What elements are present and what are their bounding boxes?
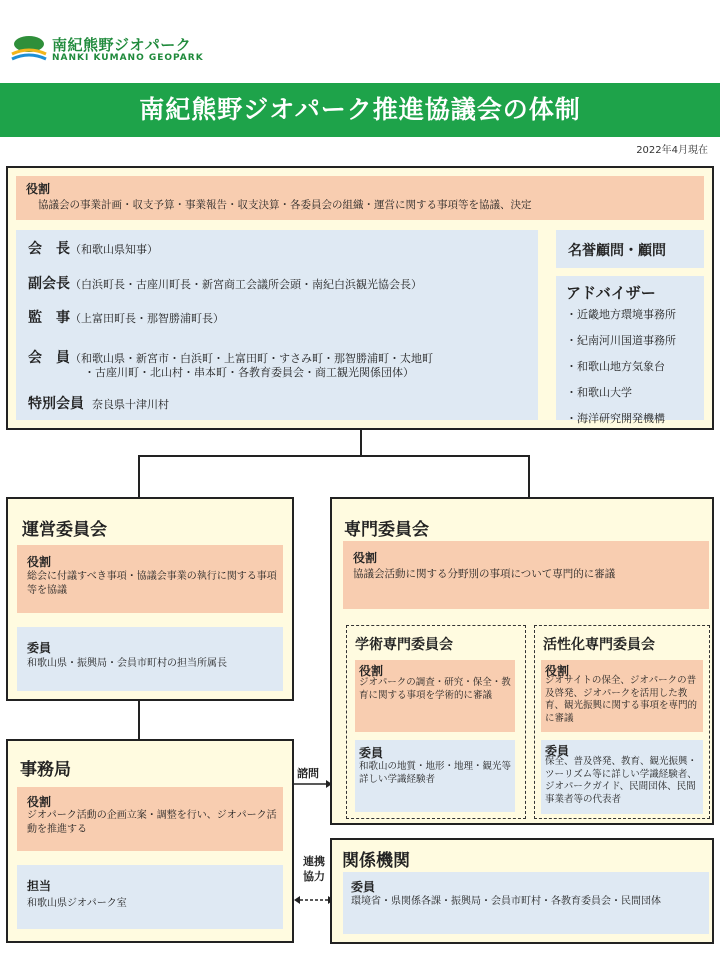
geopark-logo-icon <box>10 34 48 64</box>
council-role-text: 協議会の事業計画・収支予算・事業報告・収支決算・各委員会の組織・運営に関する事項等を協議、決定 <box>38 199 532 211</box>
related-member-box <box>343 872 709 934</box>
operations-member-label: 委員 <box>27 641 52 655</box>
expert-role-label: 役割 <box>353 551 378 565</box>
coop-arrow-icon <box>294 894 334 906</box>
consult-label: 諮問 <box>297 767 319 780</box>
activation-member-box <box>541 740 703 814</box>
secretariat-role-text: ジオパーク活動の企画立案・調整を行い、ジオパーク活動を推進する <box>27 810 277 835</box>
academic-role-text: ジオパークの調査・研究・保全・教育に関する事項を学術的に審議 <box>359 677 511 701</box>
connector-line <box>138 455 140 498</box>
connector-line <box>138 455 530 457</box>
academic-member-box <box>355 740 515 812</box>
council-members-box <box>16 230 538 420</box>
operations-role-label: 役割 <box>27 555 52 569</box>
academic-title: 学術専門委員会 <box>355 637 453 653</box>
activation-role-label: 役割 <box>545 664 570 678</box>
member-row-vice-chair: 副会長（白浜町長・古座川町長・新宮商工会議所会頭・南紀白浜観光協会長） <box>28 276 422 292</box>
expert-role-box <box>343 541 709 609</box>
logo-text-en: NANKI KUMANO GEOPARK <box>52 53 204 63</box>
related-orgs-box <box>330 838 714 944</box>
secretariat-staff-label: 担当 <box>27 879 52 893</box>
connector-line <box>138 700 140 740</box>
operations-role-text: 総会に付議すべき事項・協議会事業の執行に関する事項等を協議 <box>27 571 277 596</box>
activation-member-text: 保全、普及啓発、教育、観光振興・ツーリズム等に詳しい学識経験者、ジオパークガイド、民間団体、民間事業者等の代表者 <box>545 756 698 805</box>
consult-arrow-icon <box>294 778 334 790</box>
activation-title: 活性化専門委員会 <box>543 637 655 653</box>
operations-member-text: 和歌山県・振興局・会員市町村の担当所属長 <box>27 658 227 669</box>
member-row-auditor: 監 事（上富田町長・那智勝浦町長） <box>28 310 224 326</box>
honorary-label: 名誉顧問・顧問 <box>568 243 666 259</box>
advisors-title: アドバイザー <box>566 284 656 302</box>
academic-role-label: 役割 <box>359 664 384 678</box>
secretariat-staff-text: 和歌山県ジオパーク室 <box>27 898 127 909</box>
secretariat-title: 事務局 <box>20 760 71 780</box>
council-role-box <box>16 176 704 220</box>
operations-title: 運営委員会 <box>22 520 107 540</box>
operations-member-box <box>17 627 283 691</box>
page-title: 南紀熊野ジオパーク推進協議会の体制 <box>0 83 720 137</box>
advisors-list <box>566 302 676 432</box>
advisor-item: ・和歌山大学 <box>566 386 632 399</box>
member-row-special: 特別会員 奈良県十津川村 <box>28 396 169 412</box>
member-row-chair: 会 長（和歌山県知事） <box>28 241 158 257</box>
activation-member-label: 委員 <box>545 744 570 758</box>
secretariat-staff-box <box>17 865 283 929</box>
expert-committee-box <box>330 497 714 825</box>
secretariat-box <box>6 739 294 943</box>
academic-member-label: 委員 <box>359 746 384 760</box>
operations-role-box <box>17 545 283 613</box>
connector-line <box>360 430 362 456</box>
related-member-text: 環境省・県関係各課・振興局・会員市町村・各教育委員会・民間団体 <box>351 896 661 907</box>
academic-committee-box <box>346 625 526 819</box>
as-of-date: 2022年4月現在 <box>636 145 708 156</box>
secretariat-role-label: 役割 <box>27 795 52 809</box>
honorary-box <box>556 230 704 268</box>
advisor-item: ・紀南河川国道事務所 <box>566 334 676 347</box>
activation-role-box <box>541 660 703 732</box>
logo-text-jp: 南紀熊野ジオパーク <box>52 36 192 54</box>
advisor-item: ・海洋研究開発機構 <box>566 412 665 425</box>
council-role-label: 役割 <box>26 182 51 196</box>
academic-role-box <box>355 660 515 732</box>
member-row-members: 会 員（和歌山県・新宮市・白浜町・上富田町・すさみ町・那智勝浦町・太地町 <box>28 350 433 366</box>
expert-role-text: 協議会活動に関する分野別の事項について専門的に審議 <box>353 568 616 580</box>
operations-committee-box <box>6 497 294 701</box>
activation-role-text: ジオサイトの保全、ジオパークの普及啓発、ジオパークを活用した教育、観光振興に関する事項を専門的に審議 <box>545 675 698 724</box>
expert-title: 専門委員会 <box>344 520 429 540</box>
member-row-members-cont: ・古座川町・北山村・串本町・各教育委員会・商工観光関係団体） <box>84 366 414 379</box>
advisor-item: ・近畿地方環境事務所 <box>566 308 676 321</box>
related-member-label: 委員 <box>351 880 376 894</box>
advisors-box <box>556 276 704 425</box>
coop-label: 連携協力 <box>303 855 325 883</box>
academic-member-text: 和歌山の地質・地形・地理・観光等詳しい学識経験者 <box>359 761 512 785</box>
activation-committee-box <box>534 625 710 819</box>
advisor-item: ・和歌山地方気象台 <box>566 360 665 373</box>
secretariat-role-box <box>17 787 283 851</box>
connector-line <box>528 455 530 498</box>
related-title: 関係機関 <box>342 851 410 871</box>
